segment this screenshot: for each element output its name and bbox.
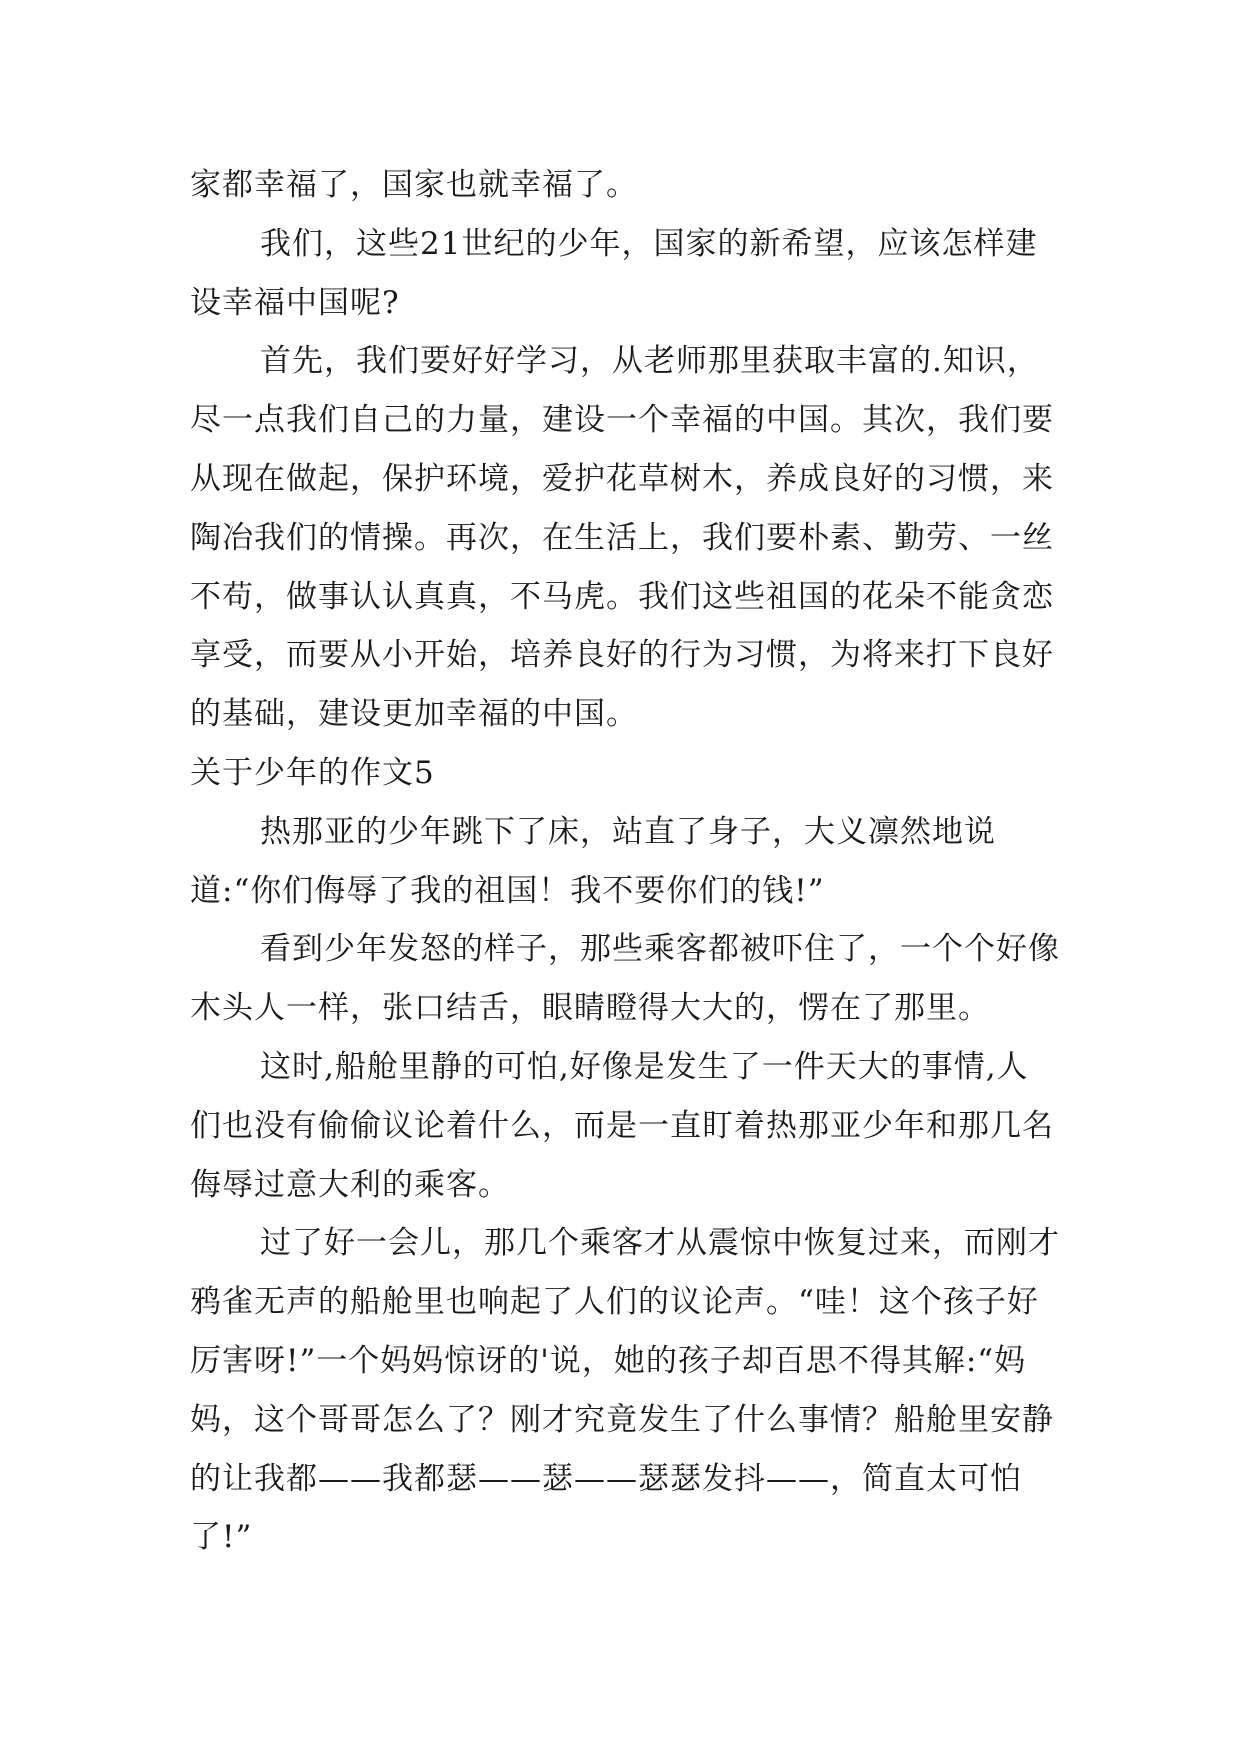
section-heading: 关于少年的作文5 — [190, 754, 435, 791]
paragraph: 看到少年发怒的样子，那些乘客都被吓住了，一个个好像木头人一样，张口结舌，眼睛瞪得大大的，愣在了那里。 — [190, 931, 1060, 1027]
document-body — [190, 156, 1060, 1567]
paragraph: 这时,船舱里静的可怕,好像是发生了一件天大的事情,人们也没有偷偷议论着什么，而是一直盯着热那亚少年和那几名侮辱过意大利的乘客。 — [190, 1048, 1054, 1203]
paragraph: 热那亚的少年跳下了床，站直了身子，大义凛然地说道:“你们侮辱了我的祖国！我不要你们的钱!” — [190, 813, 996, 909]
paragraph-continuation: 家都幸福了，国家也就幸福了。 — [190, 167, 638, 203]
paragraph: 我们，这些21世纪的少年，国家的新希望，应该怎样建设幸福中国呢? — [190, 225, 1038, 321]
paragraph: 过了好一会儿，那几个乘客才从震惊中恢复过来，而刚才鸦雀无声的船舱里也响起了人们的议论声。“哇！这个孩子好厉害呀!”一个妈妈惊讶的'说，她的孩子却百思不得其解:“妈妈，这个哥哥怎么了？刚才究竟发生了什么事情？船舱里安静的让我都——我都瑟——瑟——瑟瑟发抖——，简直太可怕了!” — [190, 1225, 1060, 1556]
paragraph: 首先，我们要好好学习，从老师那里获取丰富的.知识，尽一点我们自己的力量，建设一个幸福的中国。其次，我们要从现在做起，保护环境，爱护花草树木，养成良好的习惯，来陶冶我们的情操。再次，在生活上，我们要朴素、勤劳、一丝不苟，做事认认真真，不马虎。我们这些祖国的花朵不能贪恋享受，而要从小开始，培养良好的行为习惯，为将来打下良好的基础，建设更加幸福的中国。 — [190, 343, 1054, 733]
